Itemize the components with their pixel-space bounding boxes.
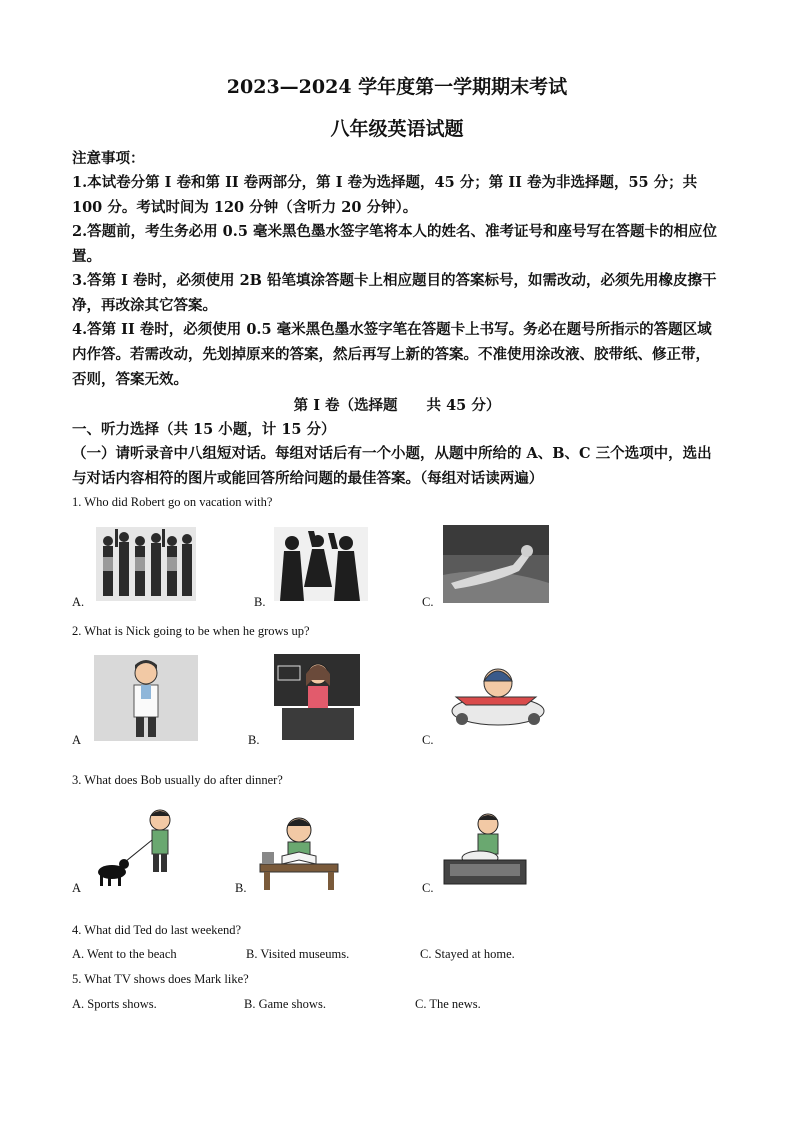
- question-5-option-c[interactable]: C. The news.: [415, 997, 481, 1011]
- dancing-silhouettes-image: [274, 527, 368, 601]
- exam-subtitle: 八年级英语试题: [330, 118, 464, 140]
- question-2-option-b[interactable]: B.: [248, 733, 260, 747]
- question-2-option-c[interactable]: C.: [422, 733, 434, 747]
- question-2-option-a[interactable]: A: [72, 733, 82, 747]
- question-1-prompt: 1. Who did Robert go on vacation with?: [72, 495, 273, 509]
- notice-item-4: 4.答第 II 卷时，必须使用 0.5 毫米黑色墨水签字笔在答题卡上书写。务必在题号所指示的答题区域内作答。若需改动，先划掉原来的答案，然后再写上新的答案。不准使用涂改液、胶带纸、修正带，否则，答案无效。: [72, 321, 712, 388]
- question-3-prompt: 3. What does Bob usually do after dinner?: [72, 773, 283, 787]
- question-1-option-b[interactable]: B.: [254, 595, 266, 609]
- question-4-option-a[interactable]: A. Went to the beach: [72, 947, 177, 961]
- question-1-option-a[interactable]: A.: [72, 595, 85, 609]
- question-4-option-c[interactable]: C. Stayed at home.: [420, 947, 515, 961]
- question-3-option-c[interactable]: C.: [422, 881, 434, 895]
- notice-heading: 注意事项：: [72, 150, 145, 167]
- walking-dog-image: [90, 806, 186, 892]
- group-people-image: [96, 527, 196, 601]
- question-5-prompt: 5. What TV shows does Mark like?: [72, 972, 249, 986]
- part-title: 一、听力选择（共 15 小题，计 15 分）: [72, 421, 336, 438]
- pilot-plane-image: [446, 655, 546, 741]
- notice-item-3: 3.答第 I 卷时，必须使用 2B 铅笔填涂答题卡上相应题目的答案标号，如需改动，必须先用橡皮擦干净，再改涂其它答案。: [72, 272, 717, 314]
- question-3-option-a[interactable]: A: [72, 881, 82, 895]
- reading-book-image: [256, 812, 342, 892]
- teacher-woman-image: [272, 652, 362, 742]
- part-instruction: （一）请听录音中八组短对话。每组对话后有一个小题，从题中所给的 A、B、C 三个选项中，选出与对话内容相符的图片或能回答所给问题的最佳答案。（每组对话读两遍）: [72, 445, 712, 487]
- notice-item-2: 2.答题前，考生务必用 0.5 毫米黑色墨水签字笔将本人的姓名、准考证号和座号写在答题卡的相应位置。: [72, 223, 717, 265]
- notice-item-1: 1.本试卷分第 I 卷和第 II 卷两部分，第 I 卷为选择题，45 分；第 II 卷为非选择题，55 分；共 100 分。考试时间为 120 分钟（含听力 20 分钟）。: [72, 174, 698, 216]
- person-lying-image: [443, 525, 549, 603]
- question-4-option-b[interactable]: B. Visited museums.: [246, 947, 350, 961]
- question-5-option-a[interactable]: A. Sports shows.: [72, 997, 157, 1011]
- doctor-boy-image: [94, 655, 198, 741]
- question-5-option-b[interactable]: B. Game shows.: [244, 997, 326, 1011]
- exam-title: 2023—2024 学年度第一学期期末考试: [226, 76, 568, 98]
- question-3-option-b[interactable]: B.: [235, 881, 247, 895]
- question-4-prompt: 4. What did Ted do last weekend?: [72, 923, 242, 937]
- question-1-option-c[interactable]: C.: [422, 595, 434, 609]
- section-title: 第 I 卷（选择题 共 45 分）: [293, 397, 501, 414]
- washing-dishes-image: [440, 808, 530, 892]
- question-2-prompt: 2. What is Nick going to be when he grows up?: [72, 624, 310, 638]
